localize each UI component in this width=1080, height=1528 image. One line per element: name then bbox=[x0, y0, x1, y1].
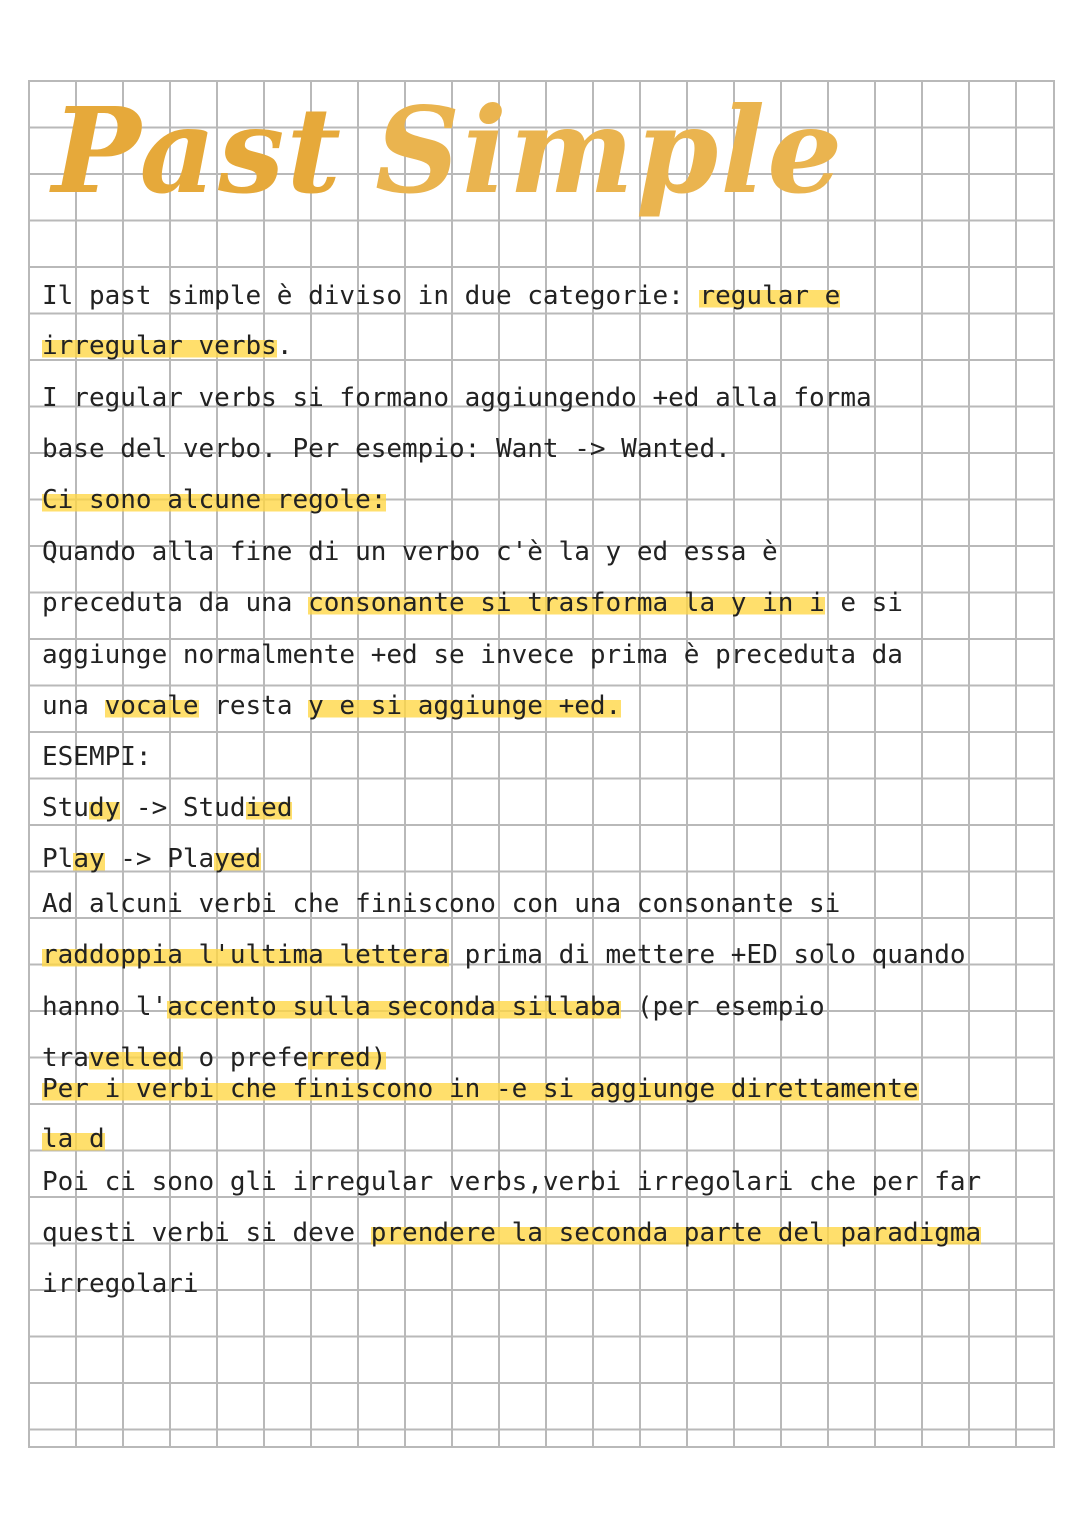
text-line-20: questi verbi si deve prendere la seconda parte del paradigma bbox=[42, 1218, 982, 1248]
text-line-15: hanno l'accento sulla seconda sillaba (per esempio bbox=[42, 992, 825, 1022]
highlight: prendere la seconda parte del paradigma bbox=[370, 1218, 982, 1248]
highlight: consonante si trasforma la y in i bbox=[308, 588, 825, 618]
highlight: raddoppia l'ultima lettera bbox=[42, 940, 449, 970]
text-line-19: Poi ci sono gli irregular verbs,verbi irregolari che per far bbox=[42, 1167, 982, 1197]
text-line-16: travelled o preferred) bbox=[42, 1043, 387, 1073]
page-title bbox=[52, 81, 845, 220]
text-line-13: Ad alcuni verbi che finiscono con una consonante si bbox=[42, 889, 841, 919]
highlight: la d bbox=[42, 1124, 105, 1154]
text-line-10: ESEMPI: bbox=[42, 742, 152, 772]
title-word-past: Past bbox=[52, 81, 343, 220]
text-line-8: aggiunge normalmente +ed se invece prima è preceduta da bbox=[42, 640, 903, 670]
highlight: irregular verbs bbox=[42, 331, 277, 361]
highlight: y e si aggiunge +ed. bbox=[308, 691, 622, 721]
highlight: velled bbox=[88, 1043, 183, 1073]
highlight: dy bbox=[88, 793, 121, 823]
text-line-17 bbox=[42, 1071, 919, 1107]
text-line-4: base del verbo. Per esempio: Want -> Wanted. bbox=[42, 434, 731, 464]
text-line-7: preceduta da una consonante si trasforma la y in i e si bbox=[42, 588, 903, 618]
text-line-6: Quando alla fine di un verbo c'è la y ed essa è bbox=[42, 537, 778, 567]
highlight: Ci sono alcune regole: bbox=[42, 485, 387, 515]
highlight: rred) bbox=[308, 1043, 387, 1073]
highlight: vocale bbox=[104, 691, 199, 721]
title-word-simple: Simple bbox=[374, 81, 845, 220]
text-line-1: Il past simple è diviso in due categorie: regular e bbox=[42, 281, 841, 311]
text-line-9: una vocale resta y e si aggiunge +ed. bbox=[42, 691, 622, 721]
text-line-18 bbox=[42, 1121, 105, 1157]
highlight: ied bbox=[245, 793, 293, 823]
text-line-12: Play -> Played bbox=[42, 844, 262, 874]
highlight: accento sulla seconda sillaba bbox=[167, 992, 622, 1022]
highlight: yed bbox=[214, 844, 262, 874]
highlight: regular e bbox=[699, 281, 841, 311]
text-line-14: raddoppia l'ultima lettera prima di mettere +ED solo quando bbox=[42, 940, 966, 970]
text-line-11: Study -> Studied bbox=[42, 793, 293, 823]
text-line-5 bbox=[42, 482, 386, 518]
text-line-21: irregolari bbox=[42, 1269, 199, 1299]
text-line-3: I regular verbs si formano aggiungendo +ed alla forma bbox=[42, 383, 872, 413]
text-line-2: irregular verbs. bbox=[42, 331, 293, 361]
highlight: ay bbox=[73, 844, 105, 874]
highlight: Per i verbi che finiscono in -e si aggiunge direttamente bbox=[42, 1074, 919, 1104]
